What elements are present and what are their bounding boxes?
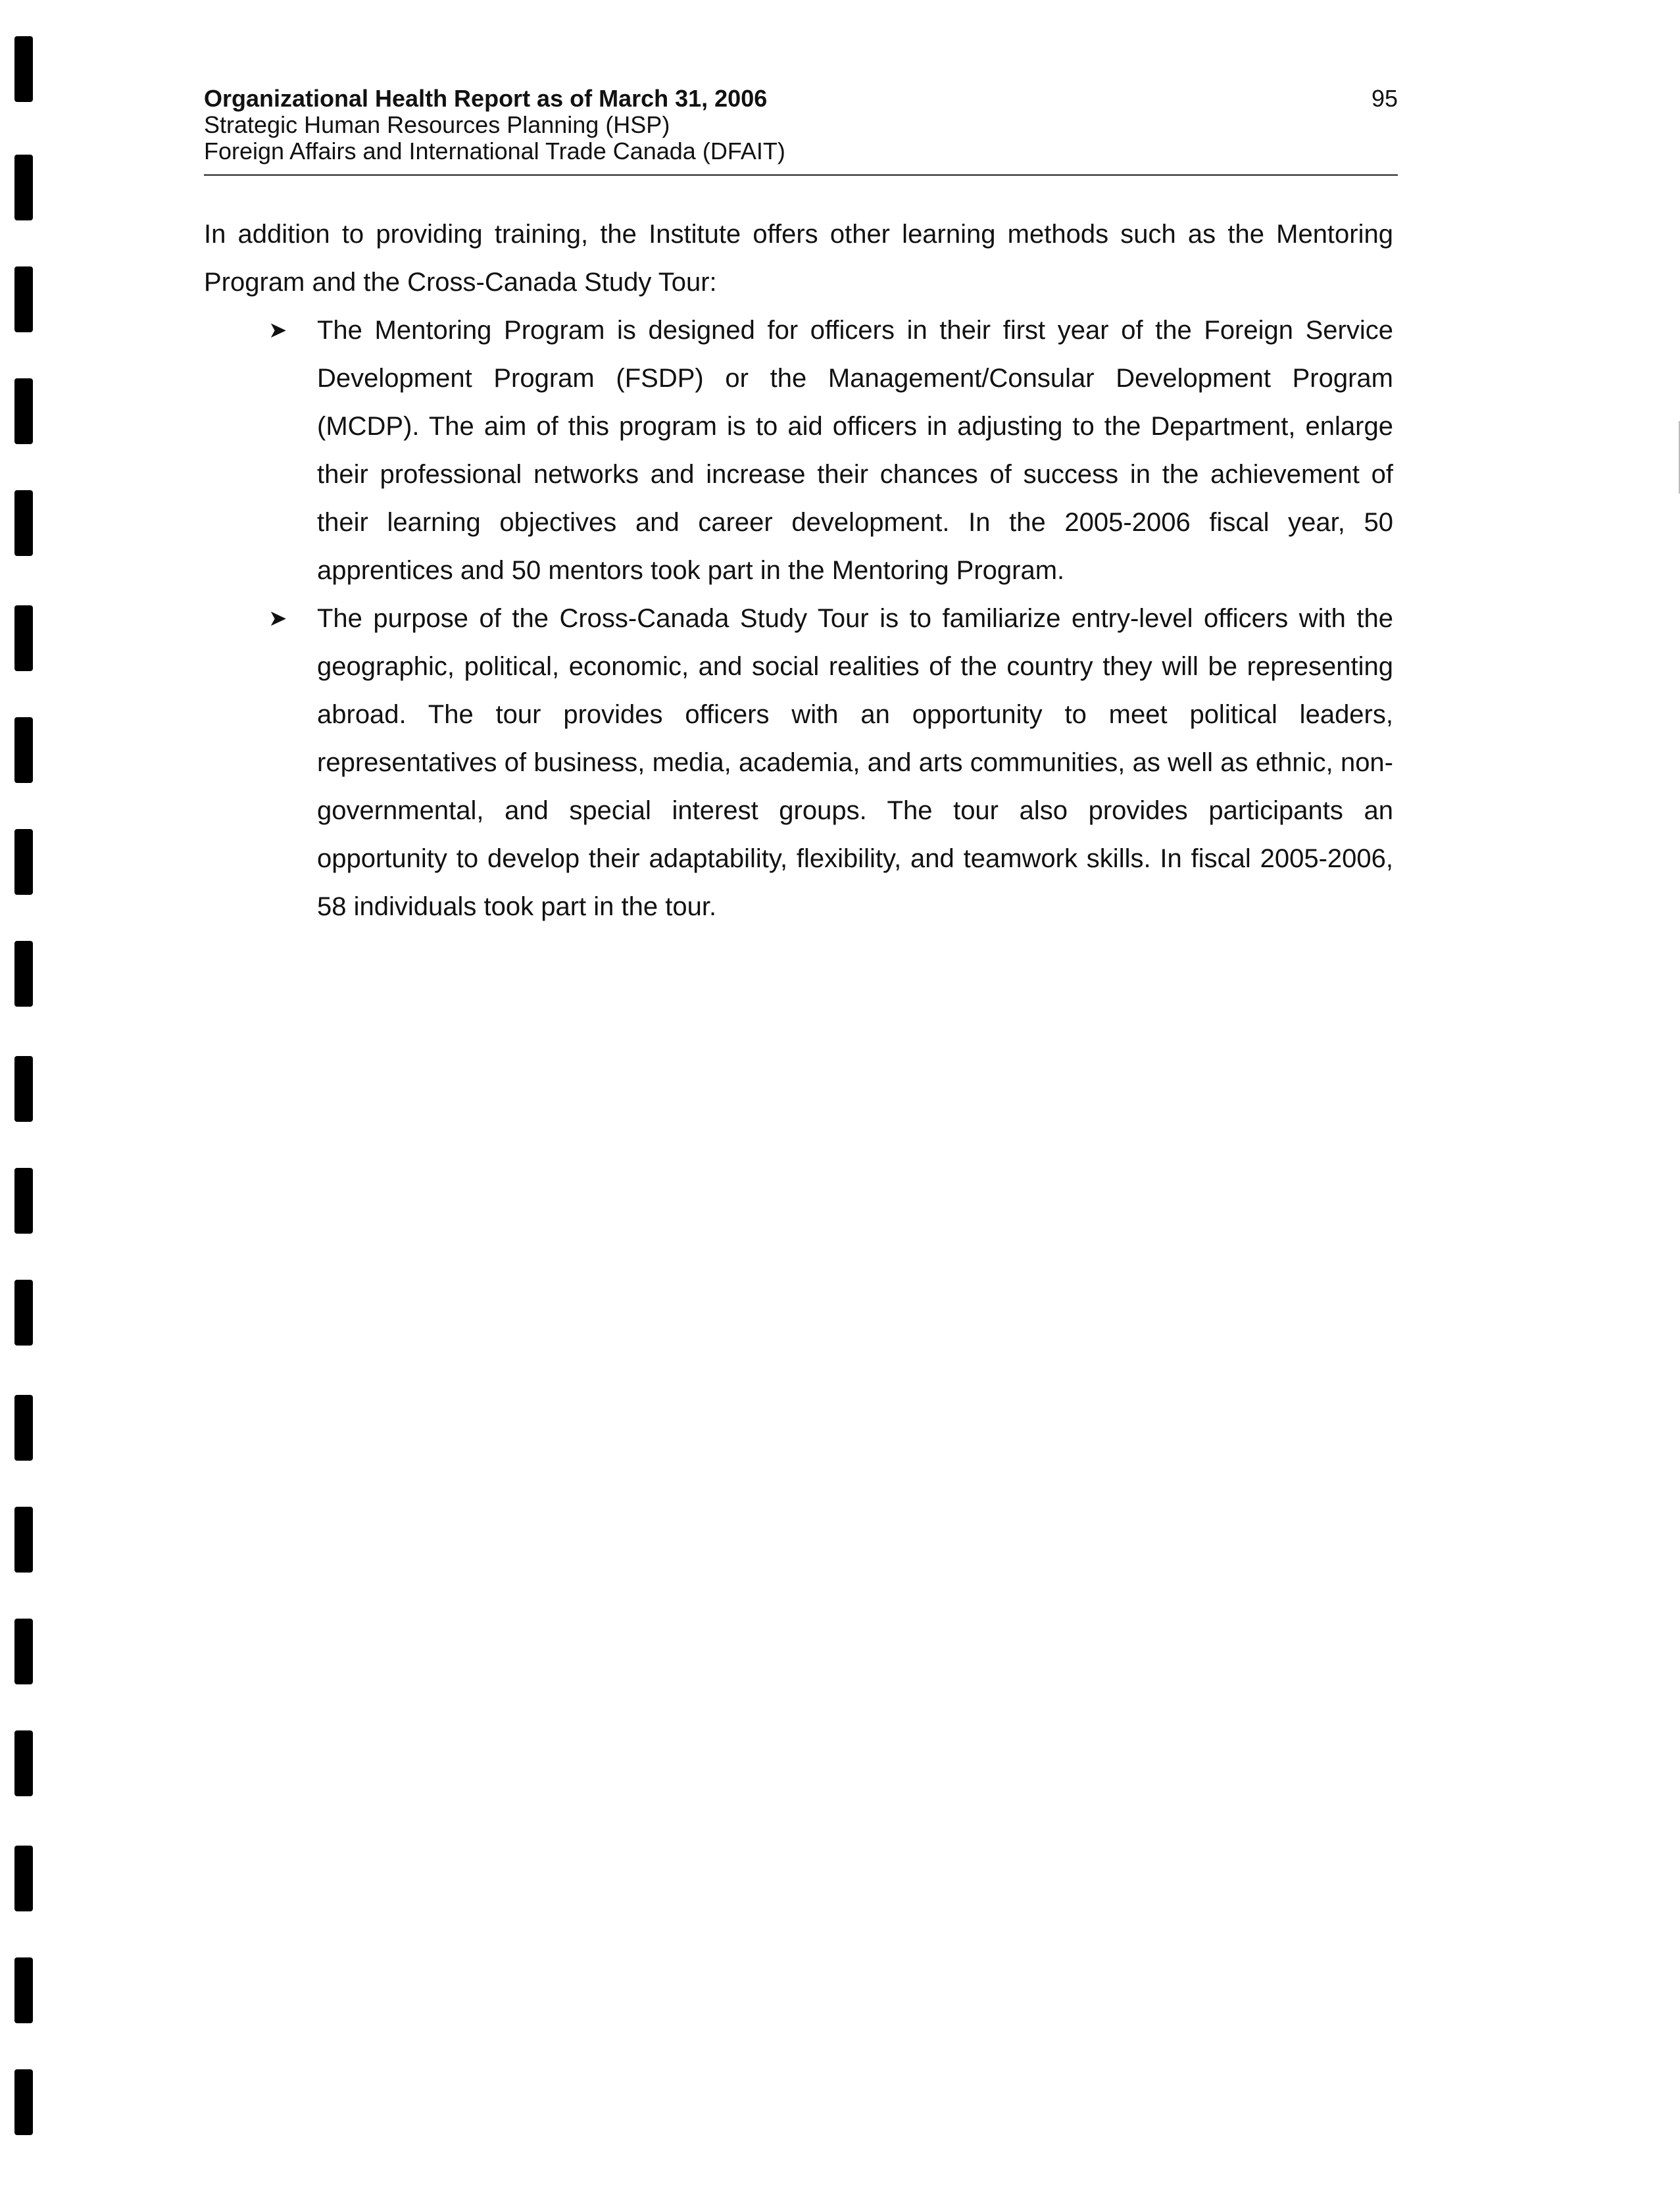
binding-mark: [14, 490, 33, 556]
binding-mark: [14, 1395, 33, 1461]
bullet-text-mentoring: The Mentoring Program is designed for officers in their first year of the Foreign Service Development Program (FSDP) or the Management/Consular Development Program (MCDP). The aim of this program is to aid officers in adjusting to the Department, enlarge their professional networks and increase their chances of success in the achievement of their learning objectives and career development. In the 2005-2006 fiscal year, 50 apprentices and 50 mentors took part in the Mentoring Program.: [317, 316, 1393, 585]
binding-mark: [14, 266, 33, 332]
page-number: 95: [1371, 85, 1398, 112]
binding-mark: [14, 1507, 33, 1573]
binding-mark: [14, 717, 33, 783]
binding-marks: [14, 0, 41, 2193]
report-subtitle: Strategic Human Resources Planning (HSP): [204, 111, 670, 138]
list-item: [204, 307, 1393, 595]
page-header: [204, 86, 1398, 164]
binding-mark: [14, 378, 33, 444]
bullet-list: [204, 307, 1393, 931]
page-body: [204, 211, 1393, 931]
binding-mark: [14, 1619, 33, 1684]
binding-mark: [14, 1730, 33, 1796]
binding-mark: [14, 155, 33, 220]
report-title: Organizational Health Report as of March 31, 2006: [204, 85, 768, 112]
binding-mark: [14, 36, 33, 102]
binding-mark: [14, 829, 33, 895]
binding-mark: [14, 605, 33, 671]
binding-mark: [14, 2069, 33, 2135]
intro-text: In addition to providing training, the Institute offers other learning methods such as the Mentoring Program and the Cross-Canada Study Tour:: [204, 220, 1393, 297]
intro-paragraph: [204, 211, 1393, 307]
binding-mark: [14, 941, 33, 1007]
arrowhead-bullet-icon: ➤: [268, 318, 287, 343]
binding-mark: [14, 1056, 33, 1122]
list-item: [204, 595, 1393, 931]
department-name: Foreign Affairs and International Trade Canada (DFAIT): [204, 138, 785, 164]
binding-mark: [14, 1846, 33, 1911]
binding-mark: [14, 1168, 33, 1234]
binding-mark: [14, 1280, 33, 1346]
arrowhead-bullet-icon: ➤: [268, 606, 287, 631]
header-divider: [204, 174, 1398, 176]
bullet-text-study-tour: The purpose of the Cross-Canada Study Tour is to familiarize entry-level officers with the geographic, political, economic, and social realities of the country they will be representing abroad. The tour provides officers with an opportunity to meet political leaders, representatives of business, media, academia, and arts communities, as well as ethnic, non-governmental, and special interest groups. The tour also provides participants an opportunity to develop their adaptability, flexibility, and teamwork skills. In fiscal 2005-2006, 58 individuals took part in the tour.: [317, 604, 1393, 921]
binding-mark: [14, 1957, 33, 2023]
